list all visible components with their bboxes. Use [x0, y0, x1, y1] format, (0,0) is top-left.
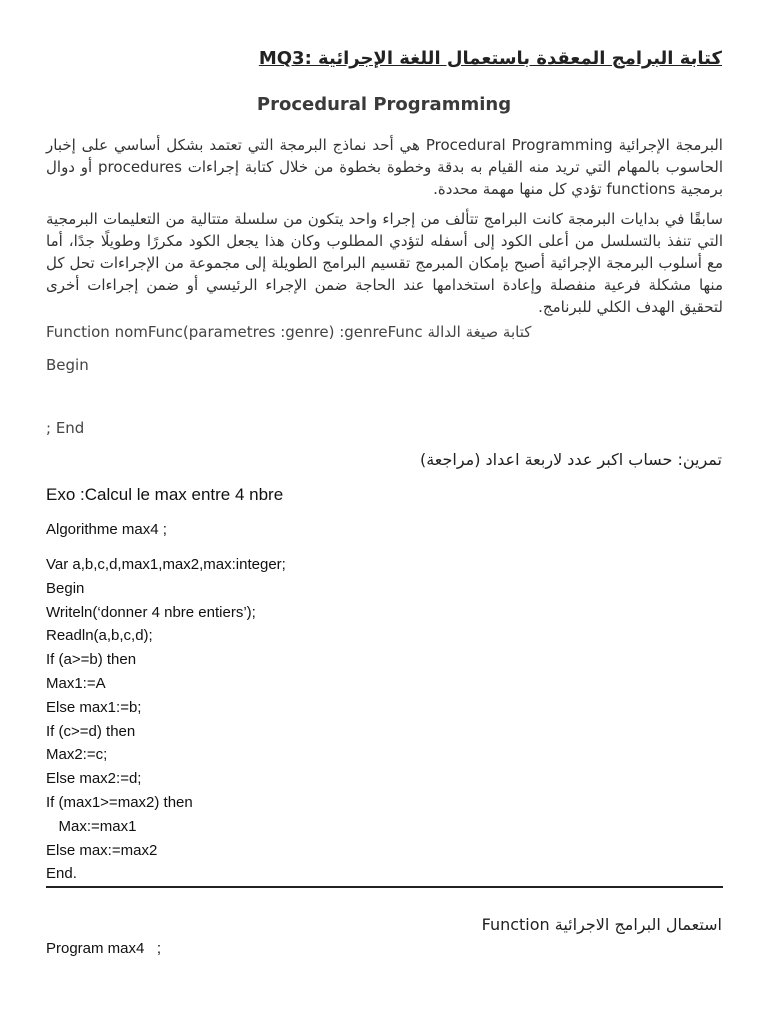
code-line: Max:=max1	[46, 817, 137, 835]
exercise-title-ar: تمرين: حساب اكبر عدد لاربعة اعداد (مراجعة)	[419, 450, 722, 469]
procedures-heading-ar: استعمال البرامج الاجرائية Function	[481, 915, 722, 934]
code-line: End.	[46, 865, 77, 883]
code-line: Max2:=c;	[46, 746, 108, 764]
algorithm-code	[46, 553, 286, 886]
intro-paragraph-1: البرمجة الإجرائية Procedural Programming هي أحد نماذج البرمجة التي تعتمد بشكل أساسي على إخبار الحاسوب بالمهام التي تريد منه القيام به بدقة وخطوة بخطوة من خلال كتابة إجراءات procedures أو دوال برمجية functions تؤدي كل منها مهمة محددة.	[46, 136, 724, 198]
code-line: Readln(a,b,c,d);	[46, 627, 153, 645]
code-line: If (a>=b) then	[46, 651, 137, 669]
section-divider	[46, 886, 723, 888]
code-line: Else max:=max2	[46, 841, 158, 859]
section-subtitle: Procedural Programming	[256, 94, 512, 115]
code-line: Max1:=A	[46, 674, 106, 692]
code-line: Writeln(‘donner 4 nbre entiers’);	[46, 603, 256, 621]
syntax-end: ; End	[46, 419, 85, 437]
intro-paragraph-2: سابقًا في بدايات البرمجة كانت البرامج تتألف من إجراء واحد يتكون من سلسلة متتالية من التعليمات البرمجية التي تنفذ بالتسلسل من أعلى الكود إلى أسفله لتؤدي المطلوب وكان هذا يجعل الكود مكررًا وطويلًا جدًا، أما مع أسلوب البرمجة الإجرائية أصبح بإمكان المبرمج تقسيم البرامج الطويلة إلى مجموعة من الإجراءات تحل كل منها مشكلة فرعية منفصلة وإعادة استخدامها عند الحاجة ضمن الإجراء الرئيسي أو ضمن إجراءات أخرى لتحقيق الهدف الكلي للبرنامج.	[46, 210, 723, 316]
code-line: If (max1>=max2) then	[46, 793, 193, 811]
page-title: كتابة البرامج المعقدة باستعمال اللغة الإجرائية :MQ3	[258, 48, 722, 69]
algorithm-title: Algorithme max4 ;	[46, 521, 167, 538]
code-line: If (c>=d) then	[46, 722, 136, 740]
exercise-title: Exo :Calcul le max entre 4 nbre	[46, 485, 284, 504]
program-line: Program max4 ;	[46, 940, 162, 957]
code-line: Else max2:=d;	[46, 770, 142, 788]
code-line: Var a,b,c,d,max1,max2,max:integer;	[46, 556, 286, 573]
code-line: Else max1:=b;	[46, 698, 142, 716]
function-syntax-line: Function nomFunc(parametres :genre) :genreFunc كتابة صيغة الدالة	[46, 323, 532, 341]
syntax-begin: Begin	[46, 356, 89, 374]
code-line: Begin	[46, 579, 85, 597]
